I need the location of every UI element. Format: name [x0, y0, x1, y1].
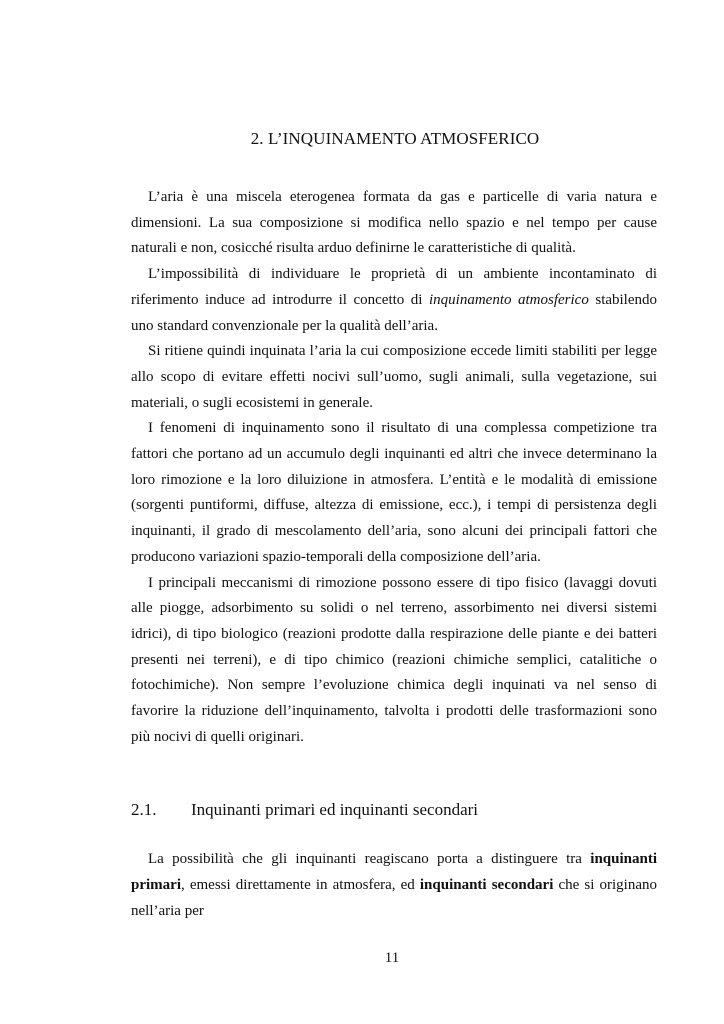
paragraph-polluted-air-definition: Si ritiene quindi inquinata l’aria la cui composizione eccede limiti stabiliti per legge allo scopo di evitare effetti nocivi sull’uomo, sugli animali, sulla vegetazione, sui materiali, o sugli ecosistemi in generale.: [131, 343, 657, 411]
paragraph-text: stabilendo uno standard convenzionale per la qualità dell’aria.: [131, 291, 658, 334]
chapter-body: [131, 185, 657, 750]
section-number: 2.1.: [131, 800, 157, 819]
paragraph-air-composition: L’aria è una miscela eterogenea formata da gas e particelle di varia natura e dimensioni. La sua composizione si modifica nello spazio e nel tempo per cause naturali e non, cosicché risulta arduo definirne le caratteristiche di qualità.: [131, 189, 657, 257]
paragraph-text: , emessi direttamente in atmosfera, ed: [181, 877, 420, 893]
chapter-title: 2. L’INQUINAMENTO ATMOSFERICO: [250, 129, 540, 148]
paragraph-primary-secondary: [131, 846, 657, 924]
paragraph-pollution-phenomena: I fenomeni di inquinamento sono il risultato di una complessa competizione tra fattori che portano ad un accumulo degli inquinanti ed altri che invece determinano la loro rimozione e la loro diluizione in atmosfera. L’entità e le modalità di emissione (sorgenti puntiformi, diffuse, altezza di emissione, ecc.), i tempi di persistenza degli inquinanti, il grado di mescolamento dell’aria, sono alcuni dei principali fattori che producono variazioni spazio-temporali della composizione dell’aria.: [131, 420, 657, 565]
page-number: 11: [384, 950, 400, 966]
section-body: [131, 846, 657, 924]
emphasis-term: inquinamento atmosferico: [429, 291, 589, 308]
bold-term-secondary: inquinanti secondari: [419, 877, 554, 893]
section-title: Inquinanti primari ed inquinanti secondari: [191, 800, 479, 819]
paragraph-text: che si originano nell’aria per: [131, 877, 658, 919]
section-heading: [131, 800, 657, 820]
bold-term-primary: inquinanti primari: [131, 851, 657, 893]
paragraph-text: La possibilità che gli inquinanti reagiscano porta a distinguere tra: [148, 851, 591, 867]
paragraph-pollution-concept: [131, 262, 657, 339]
paragraph-removal-mechanisms: I principali meccanismi di rimozione possono essere di tipo fisico (lavaggi dovuti alle piogge, adsorbimento su solidi o nel terreno, assorbimento nei diversi sistemi idrici), di tipo biologico (reazioni prodotte dalla respirazione delle piante e dei batteri presenti nei terreni), e di tipo chimico (reazioni chimiche semplici, catalitiche o fotochimiche). Non sempre l’evoluzione chimica degli inquinati va nel senso di favorire la riduzione dell’inquinamento, talvolta i prodotti delle trasformazioni sono più nocivi di quelli originari.: [131, 574, 657, 745]
paragraph-text: L’impossibilità di individuare le proprietà di un ambiente incontaminato di riferimento induce ad introdurre il concetto di: [131, 266, 657, 308]
